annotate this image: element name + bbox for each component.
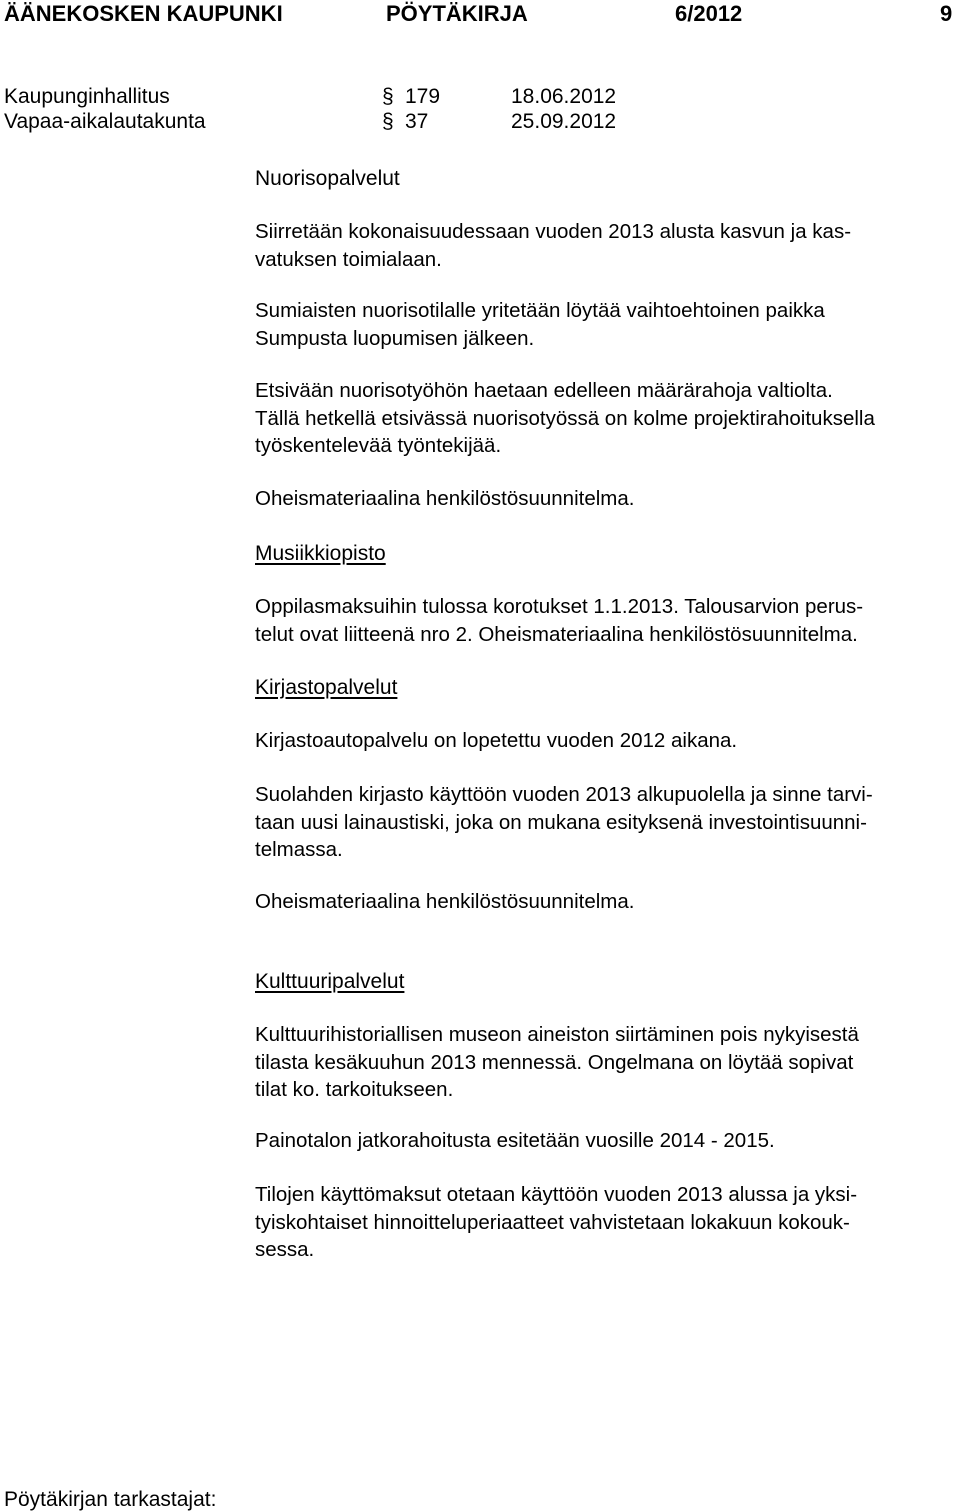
paragraph	[255, 297, 955, 352]
section-heading: Musiikkiopisto	[255, 542, 386, 565]
paragraph-line: taan uusi lainaustiski, joka on mukana esityksenä investointisuunni-	[255, 810, 867, 834]
section-symbol: §	[382, 110, 394, 133]
paragraph-line: Sumpusta luopumisen jälkeen.	[255, 326, 535, 350]
section-heading: Kirjastopalvelut	[255, 676, 398, 699]
paragraph-line: Tällä hetkellä etsivässä nuorisotyössä on kolme projektirahoituksella	[255, 406, 875, 430]
organization-name: ÄÄNEKOSKEN KAUPUNKI	[4, 1, 283, 26]
paragraph-line: telut ovat liitteenä nro 2. Oheismateriaalina henkilöstösuunnitelma.	[255, 622, 858, 646]
meeting-date: 25.09.2012	[511, 110, 617, 133]
paragraph-line: Etsivään nuorisotyöhön haetaan edelleen määrärahoja valtiolta.	[255, 379, 833, 402]
document-number: 6/2012	[675, 1, 743, 26]
paragraph	[255, 727, 955, 755]
body-name: Kaupunginhallitus	[4, 85, 170, 108]
paragraph-line: sessa.	[255, 1238, 315, 1261]
paragraph	[255, 781, 955, 864]
body-name: Vapaa-aikalautakunta	[4, 110, 206, 133]
meeting-date: 18.06.2012	[511, 85, 617, 108]
paragraph	[255, 485, 955, 513]
section-number: 179	[405, 85, 441, 108]
paragraph	[255, 218, 955, 273]
paragraph	[255, 377, 955, 460]
paragraph-line: Oheismateriaalina henkilöstösuunnitelma.	[255, 487, 635, 510]
document-type: PÖYTÄKIRJA	[386, 1, 528, 26]
paragraph	[255, 1181, 955, 1264]
paragraph-line: Tilojen käyttömaksut otetaan käyttöön vuoden 2013 alussa ja yksi-	[255, 1183, 858, 1206]
paragraph-line: tilat ko. tarkoitukseen.	[255, 1078, 454, 1101]
paragraph-line: tyiskohtaiset hinnoitteluperiaatteet vahvistetaan lokakuun kokouk-	[255, 1210, 850, 1234]
paragraph-line: Siirretään kokonaisuudessaan vuoden 2013 alusta kasvun ja kas-	[255, 220, 852, 243]
paragraph-line: Oheismateriaalina henkilöstösuunnitelma.	[255, 890, 635, 913]
paragraph-line: vatuksen toimialaan.	[255, 247, 442, 271]
section-heading-plain: Nuorisopalvelut	[255, 167, 400, 190]
paragraph-line: Kirjastoautopalvelu on lopetettu vuoden 2012 aikana.	[255, 729, 738, 752]
section-symbol: §	[382, 85, 394, 108]
paragraph-line: Suolahden kirjasto käyttöön vuoden 2013 alkupuolella ja sinne tarvi-	[255, 783, 873, 806]
reviewers-label: Pöytäkirjan tarkastajat:	[4, 1488, 217, 1511]
section-number: 37	[405, 110, 429, 133]
paragraph	[255, 1021, 955, 1104]
paragraph-line: Oppilasmaksuihin tulossa korotukset 1.1.2013. Talousarvion perus-	[255, 595, 864, 618]
section-heading: Kulttuuripalvelut	[255, 970, 405, 993]
paragraph-line: Painotalon jatkorahoitusta esitetään vuosille 2014 - 2015.	[255, 1129, 775, 1152]
paragraph-line: telmassa.	[255, 838, 343, 861]
paragraph	[255, 593, 955, 648]
paragraph-line: työskentelevää työntekijää.	[255, 434, 502, 457]
paragraph	[255, 1127, 955, 1155]
paragraph-line: Sumiaisten nuorisotilalle yritetään löytää vaihtoehtoinen paikka	[255, 299, 825, 322]
paragraph-line: tilasta kesäkuuhun 2013 mennessä. Ongelmana on löytää sopivat	[255, 1050, 854, 1074]
paragraph	[255, 888, 955, 916]
page-number: 9	[940, 1, 953, 26]
paragraph-line: Kulttuurihistoriallisen museon aineiston siirtäminen pois nykyisestä	[255, 1023, 859, 1046]
